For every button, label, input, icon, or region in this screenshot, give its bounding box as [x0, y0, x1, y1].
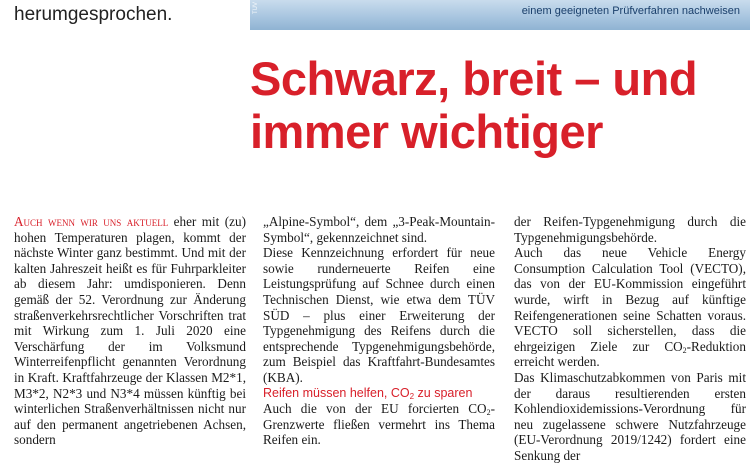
col3-paragraph-1: der Reifen-Typgenehmigung durch die Typgenehmigungsbehörde. — [514, 214, 746, 245]
col2-paragraph-3: Auch die von der EU forcierten $CO_2$-Grenzwerte fließen vermehrt ins Thema Reifen ein. — [263, 401, 495, 448]
lead-in: Auch wenn wir uns aktuell — [14, 214, 169, 229]
text-column-3 — [514, 214, 746, 464]
col2-paragraph-2: Diese Kennzeichnung erfordert für neue sowie runderneuerte Reifen eine Leistungsprüfung auf Schnee durch einen Technischen Dienst, wie etwa dem TÜV SÜD – plus einer Erweiterung der Typgenehmigung des Reifens durch die entsprechende Typgenehmigungsbehörde, zum Beispiel das Kraftfahrt-Bundesamtes (KBA). — [263, 245, 495, 385]
headline-line-1: Schwarz, breit – und — [250, 52, 698, 105]
col3-paragraph-3: Das Klimaschutzabkommen von Paris mit der daraus resultierenden ersten Kohlendioxidemissions-Verordnung für neu zugelassene schwere Nutzfahrzeuge (EU-Verordnung 2019/1242) fordert eine Senkung der — [514, 369, 746, 463]
previous-article-text: herumgesprochen. — [14, 4, 173, 25]
photo-credit: TÜV — [253, 2, 259, 14]
photo-caption: einem geeigneten Prüfverfahren nachweisen — [521, 5, 740, 17]
article-headline — [250, 52, 750, 158]
headline-line-2: immer wichtiger — [250, 105, 603, 158]
col1-body: eher mit (zu) hohen Temperaturen plagen, kommt der nächste Winter ganz bestimmt. Und mit der kalten Jahreszeit heißt es für Fuhrparkleiter ab diesem Jahr: umdisponieren. Denn gemäß der 52. Verordnung zur Änderung straßenverkehrsrechtlicher Vorschriften trat mit Wirkung zum 1. Juli 2020 eine Verschärfung der im Volksmund Winterreifenpflicht genannten Verordnung in Kraft. Kraftfahrzeuge der Klassen M2*1, M3*2, N2*3 und N3*4 müssen künftig bei winterlichen Straßenverhältnissen nicht nur auf den permanent angetriebenen Achsen, sondern — [14, 214, 246, 448]
text-column-2 — [263, 214, 495, 448]
header-photo — [250, 0, 750, 30]
col1-paragraph — [14, 214, 246, 448]
col3-paragraph-2: Auch das neue Vehicle Energy Consumption Calculation Tool (VECTO), das von der EU-Kommission eingeführt wurde, wirft in Bezug auf künftige Reifengenerationen seine Schatten voraus. VECTO soll sicherstellen, dass die ehrgeizigen Ziele zur $CO_2$-Reduktion erreicht werden. — [514, 245, 746, 370]
text-column-1 — [14, 214, 246, 448]
section-subheading: Reifen müssen helfen, $CO_2$ zu sparen — [263, 385, 473, 401]
col2-paragraph-1: „Alpine-Symbol“, dem „3-Peak-Mountain-Symbol“, gekennzeichnet sind. — [263, 214, 495, 245]
